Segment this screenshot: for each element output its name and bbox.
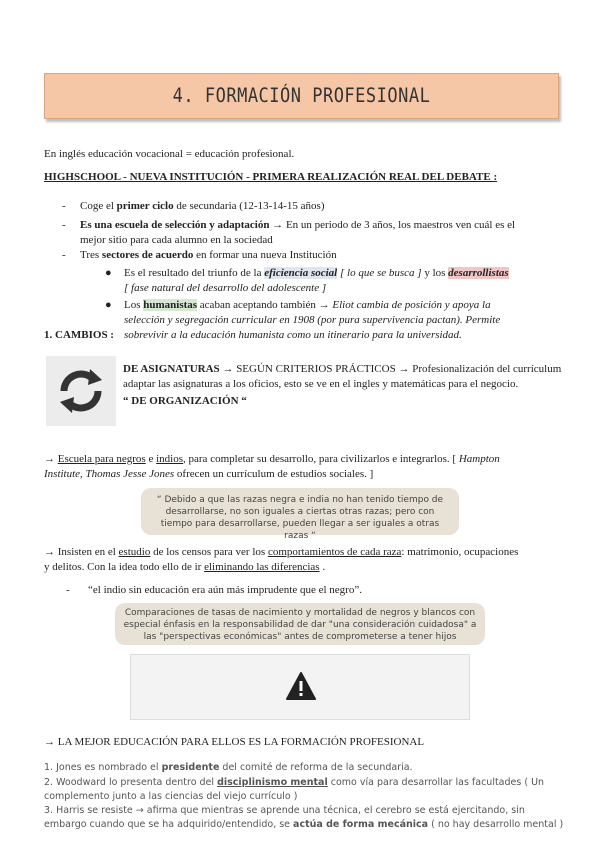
dash-bullet: - [66,584,70,596]
title-banner [44,73,559,119]
paragraph-censos: → Insisten en el estudio de los censos para ver los comportamientos de cada raza: matrimonio, ocupaciones y delitos. Con la idea todo ello de ir eliminando las diferencias . [44,546,519,573]
bullet-dot: ● [105,267,112,279]
cambios-line-3: “ DE ORGANIZACIÓN “ [123,395,247,407]
numbered-item-3: 3. Harris se resiste → afirma que mientras se aprende una técnica, el cerebro se está ejercitando, sin embargo cuando que se ha adquirido/entendido, se actúa de forma mecánica ( no hay desarrollo mental ) [44,805,564,830]
section-heading-highschool: HIGHSCHOOL - NUEVA INSTITUCIÓN - PRIMERA REALIZACIÓN REAL DEL DEBATE : [44,171,498,183]
paragraph-escuela: → Escuela para negros e indios, para completar su desarrollo, para civilizarlos e integrarlos. [ Hampton Institute, Thomas Jesse Jones ofrecen un currículum de estudios sociales. ] [44,453,500,480]
dash-item-2: Es una escuela de selección y adaptación → En un periodo de 3 años, los maestros ven cuál es el mejor sitio para cada alumno en la sociedad [80,219,516,246]
cambios-line-1: DE ASIGNATURAS → SEGÚN CRITERIOS PRÁCTICOS → Profesionalización del currículum [123,363,562,375]
quote-box-2: Comparaciones de tasas de nacimiento y mortalidad de negros y blancos con especial énfasis en la responsabilidad de dar "una consideración cuidadosa" a las "perspectivas económicas" antes de comprometerse a tener hijos [115,603,485,645]
image-placeholder [130,654,470,720]
bullet-dot: ● [105,299,112,311]
numbered-item-1: 1. Jones es nombrado el presidente del comité de reforma de la secundaria. [44,762,413,773]
bullet-item-1: Es el resultado del triunfo de la eficiencia social [ lo que se busca ] y los desarrollistas [ fase natural del desarrollo del adolescente ] [124,267,509,294]
section-heading-mejor-educacion: → LA MEJOR EDUCACIÓN PARA ELLOS ES LA FORMACIÓN PROFESIONAL [44,736,425,748]
warning-icon [286,672,316,700]
quote-box-1: “ Debido a que las razas negra e india no han tenido tiempo de desarrollarse, no son iguales a ciertas otras razas; pero con tiempo para desarrollarse, pueden llegar a ser iguales a otras razas “ [141,488,459,535]
dash-bullet: - [62,249,66,261]
cambios-line-2: adaptar las asignaturas a los oficios, esto se ve en el ingles y matemáticas para el negocio. [123,378,519,390]
refresh-icon [46,356,116,426]
dash-item-1: Coge el primer ciclo de secundaria (12-13-14-15 años) [80,200,325,212]
numbered-item-2: 2. Woodward lo presenta dentro del disciplinismo mental como vía para desarrollar las facultades ( Un complemento junto a las ciencias del viejo currículo ) [44,777,545,802]
dash-bullet: - [62,219,66,231]
dash-item-3: Tres sectores de acuerdo en formar una nueva Institución [80,249,337,261]
section-heading-cambios: 1. CAMBIOS : [44,329,114,341]
dash-bullet: - [62,200,66,212]
page-title: 4. FORMACIÓN PROFESIONAL [172,84,431,108]
intro-text: En inglés educación vocacional = educación profesional. [44,148,295,160]
bullet-item-2: Los humanistas acaban aceptando también → Eliot cambia de posición y apoya la selección y segregación curricular en 1908 (por pura supervivencia pactan). Permite sobrevivir a la educación humanista como un itinerario para la universidad. [124,299,501,341]
quote-line: “el indio sin educación era aún más imprudente que el negro”. [88,584,362,596]
